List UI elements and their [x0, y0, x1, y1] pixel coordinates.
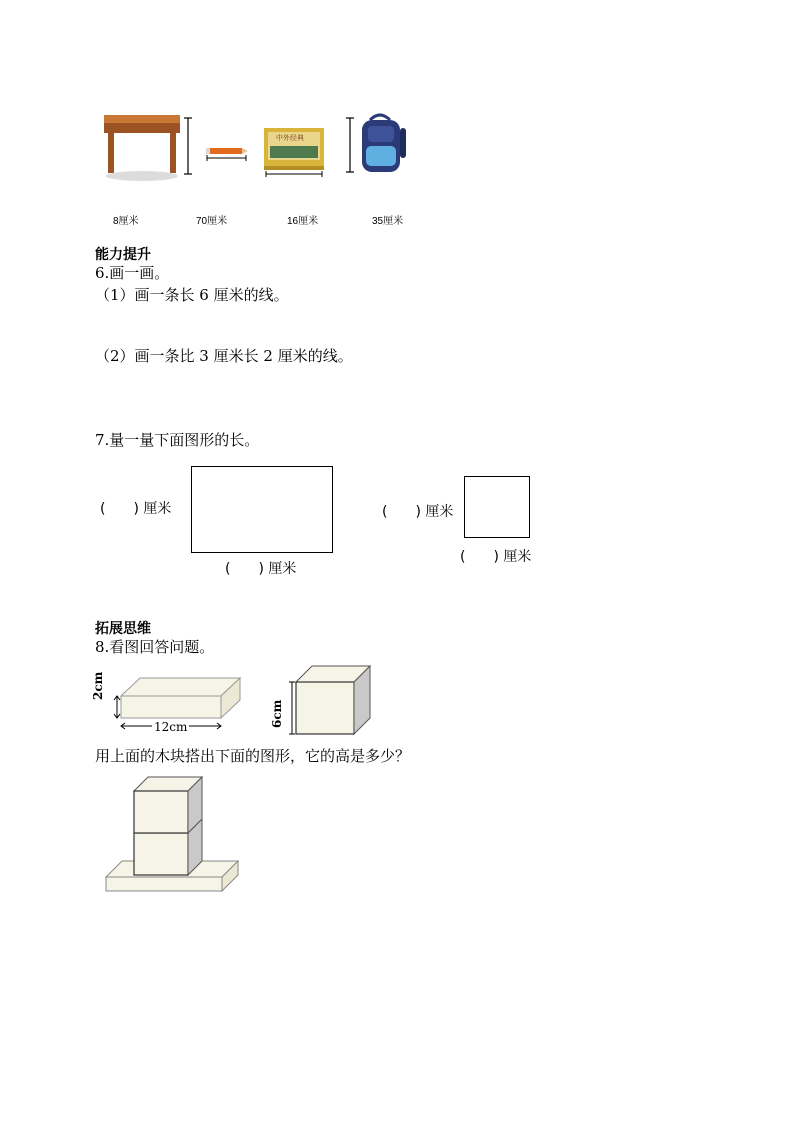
block-height-label: 2cm: [91, 671, 105, 700]
q8-question: 用上面的木块搭出下面的图形，它的高是多少？: [95, 747, 411, 765]
rectangle-length-answer[interactable]: ( ) 厘米: [225, 561, 297, 577]
cube-block-figure: [280, 662, 375, 737]
book-cover-text: 中外经典: [276, 134, 304, 142]
stacked-blocks-figure: [100, 775, 245, 895]
pencil-image: [202, 142, 250, 162]
book-length-option: 16厘米: [287, 216, 319, 227]
square-shape: [464, 476, 530, 538]
square-bottom-answer[interactable]: ( ) 厘米: [460, 549, 532, 565]
section-extend-heading: 拓展思维: [95, 621, 151, 637]
block-length-label: 12cm: [154, 720, 188, 734]
q6-part1: （1）画一条长 6 厘米的线。: [95, 286, 289, 304]
pencil-length-option: 70厘米: [196, 216, 228, 227]
q7-title: 7.量一量下面图形的长。: [95, 431, 260, 449]
square-side-answer[interactable]: ( ) 厘米: [382, 504, 454, 520]
desk-length-option: 8厘米: [113, 216, 139, 227]
desk-image: [100, 108, 195, 183]
q6-title: 6.画一画。: [95, 264, 170, 282]
rectangle-shape: [191, 466, 333, 553]
q6-part2: （2）画一条比 3 厘米长 2 厘米的线。: [95, 347, 353, 365]
backpack-image: [340, 110, 412, 178]
q8-title: 8.看图回答问题。: [95, 638, 215, 656]
section-ability-heading: 能力提升: [95, 247, 151, 263]
cube-height-label: 6cm: [270, 699, 284, 728]
rectangle-width-answer[interactable]: ( ) 厘米: [100, 501, 172, 517]
backpack-length-option: 35厘米: [372, 216, 404, 227]
